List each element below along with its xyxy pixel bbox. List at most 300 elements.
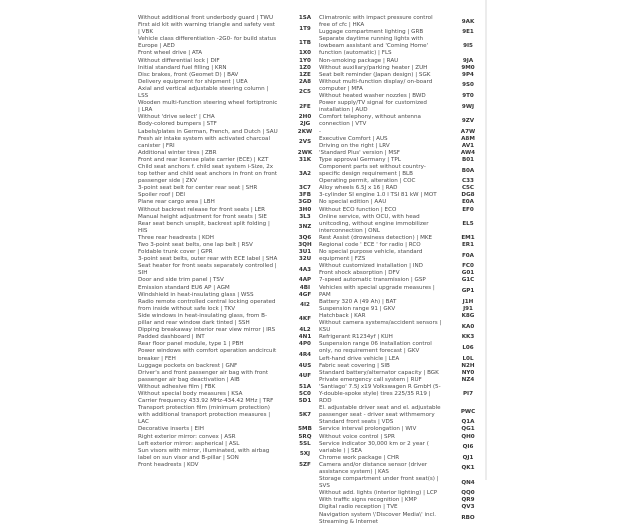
option-description: 7-speed automatic transmission | GSP [319,277,426,284]
option-code: 1X0 [298,50,312,57]
option-description: Without backrest release for front seats | LER [138,206,266,213]
option-code: 51A [298,383,312,390]
option-code: RBO [461,515,475,522]
option-code: G1C [461,277,475,284]
option-code: ER1 [461,242,475,248]
option-row [319,299,483,306]
option-row [319,512,483,526]
option-row [138,292,320,299]
option-code: K8G [461,312,475,319]
option-description: Online service, with OCU, with head unitcoding, without engine immobilizer interconnection | ONL [319,213,429,234]
option-code: 2KW [297,128,313,135]
option-code: 1ZE [299,71,311,78]
option-code: 5D1 [298,398,312,405]
option-code: EF0 [462,206,474,213]
option-description: Decorative inserts | EIH [138,426,204,433]
option-code: 2VS [298,139,312,146]
option-description: Luggage compartment lighting | GRB [319,29,424,36]
option-description: Driving on the right | LRV [319,142,390,149]
option-code: QR9 [461,497,475,504]
option-description: Suspension range 91 | GKV [319,305,396,312]
option-code: 9S0 [462,82,474,89]
option-code: 5ZF [299,461,311,468]
option-row [319,114,483,128]
option-row [138,434,320,441]
option-description: Front headrests | KOV [138,461,199,468]
option-description: Navigation system \'Discover Media\' incl. Streaming & Internet [319,511,436,525]
option-description: Power supply/TV signal for customized installation | AUD [319,100,427,114]
option-description: Private emergency call system | RUF [319,376,422,383]
option-code: F0A [461,252,475,259]
option-description: Without multi-function display/ on-board computer | MFA [319,78,433,92]
option-description: Front shock absorption | DFV [319,270,400,277]
option-row [319,79,483,93]
option-row [319,419,483,426]
option-row [319,249,483,263]
option-code: QH0 [461,433,475,440]
option-description: Service interval prolongation | WIV [319,426,417,433]
option-description: Without 'drive select' | CHA [138,114,215,121]
option-code: 4UF [298,373,312,380]
option-description: Vehicles with special upgrade measures | PAM [319,284,435,298]
option-row [319,356,483,363]
option-code: 9AK [461,18,475,25]
option-description: Front and rear license plate carrier (ECE) | KZT [138,156,269,163]
option-row [138,221,320,235]
option-description: Refrigerant R1234yf | KUH [319,334,393,341]
option-description: Side windows in heat-insulating glass, from B-pillar and rear window dark tinted | SSH [138,312,268,327]
option-row [138,462,320,469]
option-row [138,185,320,192]
option-description: 3-cylinder SI engine 1.0 l TSI 81 kW | MOT [319,192,437,199]
option-code: 9I5 [463,43,473,50]
option-row [138,370,320,384]
option-code: 5XJ [299,451,311,458]
option-code: 5MB [298,426,312,433]
option-row [319,235,483,242]
option-code: QQ0 [461,490,475,497]
option-row [319,15,483,29]
option-row [138,263,320,277]
option-row [319,341,483,355]
option-code: NZ4 [461,376,475,383]
option-row [319,370,483,377]
option-code: L06 [462,344,474,351]
option-description: Storage compartment under front seat(s) | SVS [319,476,439,490]
option-description: Power windows with comfort operation andcircuit breaker | FEH [138,348,277,362]
option-description: Labels/plates in German, French, and Dutch | SAU [138,128,278,135]
option-row [138,348,320,362]
option-row [138,441,320,448]
option-row [319,178,483,185]
option-code: KK3 [461,334,475,341]
option-row [319,129,483,136]
option-row [319,36,483,57]
option-description: Without camera systems/accident sensors | KSU [319,320,442,334]
option-row [319,405,483,419]
option-row [138,100,320,114]
option-code: A8M [461,135,475,142]
option-description: Component parts set without country-specific design requirement | BLB [319,163,426,178]
option-description: - [319,128,322,135]
option-code: 5RQ [298,433,312,440]
option-code: 4KF [298,316,312,323]
option-code: FC0 [462,263,474,270]
option-code: 4R4 [298,351,312,358]
option-row [138,15,320,22]
option-description: Transport protection film (minimum protection) with additional transport protection measures | LAC [138,405,271,426]
option-description: Body-colored bumpers | STF [138,121,217,128]
option-code: 2WK [297,149,313,156]
option-row [319,58,483,65]
option-row [319,192,483,199]
option-code: G01 [461,270,475,277]
option-code: DG8 [461,192,475,199]
option-row [138,249,320,256]
option-code: E0A [461,199,475,206]
left-option-list [138,15,320,469]
option-description: Non-smoking package | RAU [319,57,399,64]
option-code: QJ1 [462,454,474,461]
option-row [138,391,320,398]
option-code: 4I2 [300,302,310,309]
option-row [138,235,320,242]
option-code: 3FB [299,192,311,199]
option-code: 9JA [462,57,474,64]
option-row [319,143,483,150]
option-description: Digital radio reception | TVE [319,504,398,511]
option-description: Front wheel drive | ATA [138,50,203,57]
option-code: EM1 [461,234,475,241]
option-row [319,136,483,143]
option-description: Driver's and front passenger air bag with front passenger air bag deactivation | AIB [138,369,269,383]
option-code: EL5 [462,220,474,227]
option-description: Type approval Germany | TPL [319,156,401,163]
option-description: Fabric seat covering | SIB [319,362,390,369]
option-row [138,114,320,121]
option-description: Alloy wheels 6.5J x 16 | RAD [319,185,398,192]
option-code: 31K [298,156,312,163]
option-description: Delivery equipment for shipment | UEA [138,78,248,85]
option-row [138,136,320,150]
option-row [138,426,320,433]
option-row [138,341,320,348]
option-code: 9P4 [462,71,474,78]
option-code: C5C [461,185,475,192]
option-row [319,277,483,284]
option-description: El. adjustable driver seat and el. adjustable passenger seat - driver seat withmemory [319,405,441,419]
option-row [138,121,320,128]
option-description: Dipping breakaway interior rear view mirror | IRS [138,327,276,334]
option-row [138,398,320,405]
option-row [319,313,483,320]
option-row [319,434,483,441]
option-row [319,270,483,277]
option-description: Spoiler roof | DEI [138,192,186,199]
option-row [319,334,483,341]
option-description: Without differential lock | DIF [138,57,220,64]
option-description: Wooden multi-function steering wheel fortiptronic | LRA [138,100,278,114]
option-row [319,476,483,490]
option-code: 3L3 [299,213,311,220]
option-row [138,199,320,206]
option-row [138,150,320,157]
option-description: 3-point seat belts, outer rear with ECE label | SHA [138,256,278,263]
option-description: Camera and/or distance sensor (driver assistance system) | KAS [319,461,428,475]
option-row [319,72,483,79]
option-code: AV1 [461,142,475,149]
option-code: J91 [463,305,473,312]
option-row [319,65,483,72]
option-description: Vehicle class differentiation -2G0- for build status Europe | AED [138,36,277,50]
page-divider [485,0,487,480]
option-description: Operating permit, alteration | COC [319,178,416,185]
option-description: Axial and vertical adjustable steering column | LSS [138,85,269,100]
option-row [138,448,320,462]
option-row [138,86,320,100]
option-code: 2JG [299,121,311,128]
option-row [319,29,483,36]
right-option-list [319,15,483,526]
option-row [138,277,320,284]
option-code: 3H0 [298,206,312,213]
option-row [138,79,320,86]
option-description: With traffic signs recognition | KMP [319,497,417,504]
option-code: 4N1 [298,334,312,341]
option-description: Emission standard EU6 AP | AGM [138,284,230,291]
option-description: Without add. lights (interior lighting) | LCP [319,490,438,497]
option-code: 9E1 [462,29,474,36]
option-description: Standard front seats | VDS [319,419,394,426]
option-description: Radio remote controlled central locking operated from inside without safe lock | TKV [138,298,276,312]
option-code: 4L2 [299,327,311,334]
option-description: Rear floor panel module, type 1 | PBH [138,341,244,348]
option-description: Chrome work package | CHR [319,454,400,461]
option-code: AW4 [460,149,476,156]
option-description: Right exterior mirror: convex | ASR [138,433,236,440]
option-row [138,157,320,164]
option-row [319,93,483,100]
option-code: 4AP [298,277,312,284]
option-row [319,426,483,433]
option-code: B0A [461,167,475,174]
option-description: Child seat anchors f. child seat system i-Size, 2x top tether and child seat anchors in front on front passenger side | ZKV [138,163,277,185]
option-code: Q1A [461,419,475,426]
option-description: 'Santiago' 7.5J x19 Volkswagen R GmbH (5-Y-double-spoke style) tires 225/35 R19 | RDD [319,383,441,405]
option-row [319,455,483,462]
option-code: 9WJ [461,103,475,110]
option-code: 9ZV [461,117,475,124]
option-description: First aid kit with warning triangle and safety vest | VBK [138,22,275,36]
option-code: J1H [462,298,474,305]
option-row [319,363,483,370]
option-description: Carrier frequency 433.92 MHz-434.42 MHz | TRF [138,398,274,405]
option-row [319,384,483,405]
option-code: 9M0 [461,64,475,71]
option-row [138,65,320,72]
option-row [138,285,320,292]
option-code: B01 [461,156,475,163]
option-description: Left exterior mirror: aspherical | ASL [138,440,240,447]
option-row [319,199,483,206]
option-row [319,100,483,114]
option-code: PI7 [462,390,474,397]
option-code: 3Q6 [298,234,312,241]
option-row [138,36,320,50]
option-description: Rest Assist (drowsiness detection) | MKE [319,234,433,241]
option-description: Disc brakes, front (Geomet D) | BAV [138,71,239,78]
option-code: 4GF [298,291,312,298]
option-row [138,129,320,136]
option-description: Left-hand drive vehicle | LEA [319,355,400,362]
option-code: QG1 [461,426,475,433]
option-code: QV3 [461,504,475,511]
option-code: 4US [298,362,312,369]
option-row [319,207,483,214]
option-description: Hatchback | KAR [319,312,366,319]
option-code: 5C0 [299,390,311,397]
option-row [319,150,483,157]
option-row [138,242,320,249]
option-description: Rear seat bench unsplit, backrest split folding | HIS [138,220,270,234]
option-code: 3U1 [298,249,312,256]
option-description: 3-point seat belt for center rear seat | SHR [138,185,258,192]
option-description: Sun visors with mirror, illuminated, with airbag label on sun visor and B-pillar | SON [138,447,270,461]
option-description: No special purpose vehicle, standard equipment | FZS [319,249,423,263]
option-code: 3QH [298,242,312,248]
option-row [138,22,320,36]
option-description: Windshield in heat-insulating glass | WSS [138,291,254,298]
option-row [319,377,483,384]
option-description: Suspension range 06 installation control only, no requirement forecast | GKV [319,341,432,355]
option-code: 2H0 [298,114,312,121]
option-code: 9T0 [462,93,474,100]
option-description: 'Standard Plus' version | MSF [319,149,400,156]
option-code: A7W [460,128,476,135]
option-description: Service indicator 30,000 km or 2 year ( variable ) | SEA [319,440,429,454]
option-code: QI6 [462,444,474,451]
option-description: Two 3-point seat belts, one lap belt | RSV [138,242,253,248]
option-row [319,185,483,192]
option-row [319,242,483,249]
option-description: Foldable trunk cover | GPR [138,249,213,256]
option-description: Regional code ' ECE ' for radio | RCO [319,242,421,248]
option-description: Three rear headrests | KOH [138,234,214,241]
option-code: 3C7 [299,185,311,192]
option-row [138,334,320,341]
option-row [138,327,320,334]
option-row [319,497,483,504]
option-row [138,58,320,65]
option-code: 1T9 [299,25,311,32]
option-code: 2C5 [299,89,311,96]
option-code: 4P0 [299,341,311,348]
option-row [319,462,483,476]
option-code: 1Y0 [299,57,311,64]
option-description: Executive Comfort | AUS [319,135,388,142]
option-code: KA0 [461,323,475,330]
option-row [319,490,483,497]
option-row [138,405,320,426]
option-description: Standard battery/alternator capacity | BGK [319,369,439,376]
option-code: QK1 [461,465,475,472]
option-description: Fresh air intake system with activated charcoal canister | FRI [138,135,271,149]
option-description: Without special body measures | KSA [138,390,243,397]
option-description: Door and side trim panel | TSV [138,277,224,284]
option-description: Climatronic with impact pressure control free of cfc | HKA [319,15,433,29]
option-code: NY0 [461,369,475,376]
option-row [138,363,320,370]
option-description: Seat heater for front seats separately controlled | SIH [138,263,277,277]
option-row [319,441,483,455]
option-description: Padded dashboard | INT [138,334,205,341]
option-code: 32U [298,256,312,263]
option-description: Without auxiliary/parking heater | ZUH [319,64,428,71]
option-code: L0L [462,355,474,362]
option-description: Plane rear cargo area | LBH [138,199,215,206]
option-code: 3A2 [298,171,312,178]
option-row [138,164,320,185]
option-row [138,313,320,327]
option-description: Without voice control | SPR [319,433,395,440]
option-row [138,214,320,221]
option-row [138,50,320,57]
option-row [138,207,320,214]
option-code: 4A3 [298,266,312,273]
option-row [138,192,320,199]
option-row [319,164,483,178]
option-code: C33 [462,178,474,185]
option-code: 4BI [299,284,311,291]
option-description: Luggage pockets on backrest | GNF [138,362,238,369]
option-description: Seat belt reminder (Japan design) | SGK [319,71,431,78]
option-description: No special edition | AAU [319,199,387,206]
option-row [319,285,483,299]
option-description: Without ECO function | ECO [319,206,397,213]
option-description: Comfort telephony, without antenna connection | VTV [319,114,421,128]
option-code: N2H [461,362,475,369]
option-description: Without additional front underbody guard | TWU [138,15,274,21]
option-description: Separate daytime running lights with lowbeam assistant and 'Coming Home' function (automatic) | FLS [319,36,429,57]
option-code: 5K7 [298,412,312,419]
option-row [138,384,320,391]
option-row [319,214,483,235]
option-code: 1SA [298,15,312,21]
option-row [138,72,320,79]
option-code: 1TB [299,39,311,46]
option-row [319,504,483,511]
option-row [138,299,320,313]
option-code: 1Z0 [299,64,311,71]
option-description: Without adhesive film | FBK [138,383,216,390]
option-code: 2FE [299,103,311,110]
option-code: 5SL [299,440,311,447]
option-row [319,306,483,313]
option-description: Manual height adjustment for front seats | SIE [138,213,267,220]
option-code: 2A8 [298,78,312,85]
option-code: PWC [460,408,476,415]
option-row [319,320,483,334]
option-code: QN4 [461,479,475,486]
option-row [138,256,320,263]
option-code: 3GD [298,199,312,206]
option-code: GP1 [461,288,475,295]
option-row [319,157,483,164]
option-code: 3NZ [298,224,312,231]
option-description: Battery 320 A (49 Ah) | BAT [319,298,397,305]
option-description: Without heated washer nozzles | BWD [319,93,426,100]
option-row [319,263,483,270]
